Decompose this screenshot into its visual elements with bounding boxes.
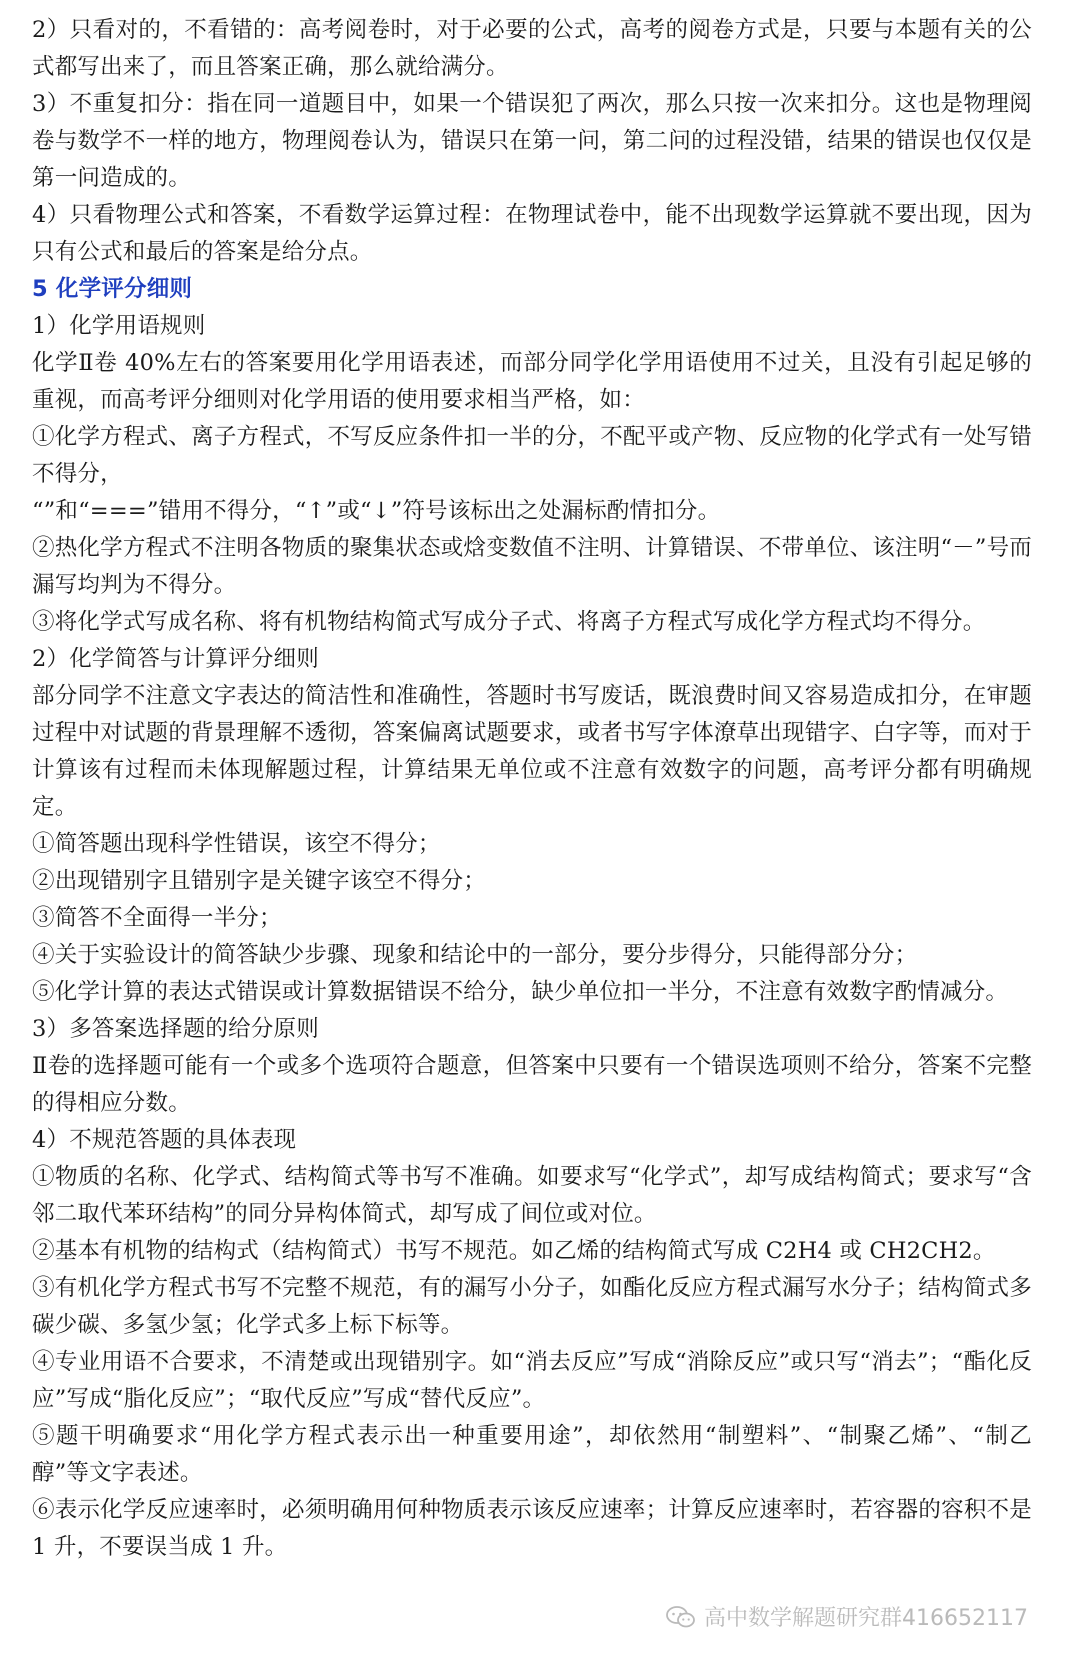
subheading-multi-answer: 3）多答案选择题的给分原则 bbox=[32, 1016, 319, 1042]
list-item: ④关于实验设计的简答缺少步骤、现象和结论中的一部分，要分步得分，只能得部分分； bbox=[32, 942, 918, 968]
wechat-icon bbox=[666, 1605, 696, 1629]
list-item: ①物质的名称、化学式、结构简式等书写不准确。如要求写“化学式”，却写成结构简式；要求写“含邻二取代苯环结构”的同分异构体简式，却写成了间位或对位。 bbox=[32, 1164, 1032, 1227]
list-item: ③简答不全面得一半分； bbox=[32, 905, 282, 931]
paragraph-chemistry-terms-intro: 化学Ⅱ卷 40%左右的答案要用化学用语表述，而部分同学化学用语使用不过关，且没有引起足够的重视，而高考评分细则对化学用语的使用要求相当严格，如： bbox=[32, 350, 1032, 413]
watermark-text: 高中数学解题研究群416652117 bbox=[704, 1606, 1028, 1631]
list-item: “”和“===”错用不得分，“↑”或“↓”符号该标出之处漏标酌情扣分。 bbox=[32, 498, 721, 524]
list-item: ②热化学方程式不注明各物质的聚集状态或焓变数值不注明、计算错误、不带单位、该注明“－”号而漏写均判为不得分。 bbox=[32, 535, 1032, 598]
list-item: ⑤题干明确要求“用化学方程式表示出一种重要用途”，却依然用“制塑料”、“制聚乙烯”、“制乙醇”等文字表述。 bbox=[32, 1423, 1032, 1486]
subheading-nonstandard: 4）不规范答题的具体表现 bbox=[32, 1127, 297, 1153]
paragraph-physics-rule-3: 3）不重复扣分：指在同一道题目中，如果一个错误犯了两次，那么只按一次来扣分。这也是物理阅卷与数学不一样的地方，物理阅卷认为，错误只在第一问，第二问的过程没错，结果的错误也仅仅是第一问造成的。 bbox=[32, 91, 1032, 191]
list-item: ②基本有机物的结构式（结构简式）书写不规范。如乙烯的结构简式写成 C2H4 或 CH2CH2。 bbox=[32, 1238, 996, 1264]
paragraph-multi-answer: Ⅱ卷的选择题可能有一个或多个选项符合题意，但答案中只要有一个错误选项则不给分，答案不完整的得相应分数。 bbox=[32, 1053, 1032, 1116]
list-item: ③有机化学方程式书写不完整不规范，有的漏写小分子，如酯化反应方程式漏写水分子；结构简式多碳少碳、多氢少氢；化学式多上标下标等。 bbox=[32, 1275, 1032, 1338]
list-item: ④专业用语不合要求，不清楚或出现错别字。如“消去反应”写成“消除反应”或只写“消去”；“酯化反应”写成“脂化反应”；“取代反应”写成“替代反应”。 bbox=[32, 1349, 1032, 1412]
section-heading-chemistry: 5 化学评分细则 bbox=[32, 276, 193, 302]
paragraph-physics-rule-4: 4）只看物理公式和答案，不看数学运算过程：在物理试卷中，能不出现数学运算就不要出现，因为只有公式和最后的答案是给分点。 bbox=[32, 202, 1032, 265]
watermark bbox=[666, 1601, 1028, 1632]
list-item: ①化学方程式、离子方程式，不写反应条件扣一半的分，不配平或产物、反应物的化学式有一处写错不得分， bbox=[32, 424, 1032, 487]
list-item: ⑥表示化学反应速率时，必须明确用何种物质表示该反应速率；计算反应速率时，若容器的容积不是 1 升，不要误当成 1 升。 bbox=[32, 1497, 1032, 1560]
list-item: ①简答题出现科学性错误，该空不得分； bbox=[32, 831, 441, 857]
paragraph-short-answer-intro: 部分同学不注意文字表达的简洁性和准确性，答题时书写废话，既浪费时间又容易造成扣分，在审题过程中对试题的背景理解不透彻，答案偏离试题要求，或者书写字体潦草出现错字、白字等，而对于计算该有过程而未体现解题过程，计算结果无单位或不注意有效数字的问题，高考评分都有明确规定。 bbox=[32, 683, 1032, 820]
list-item: ③将化学式写成名称、将有机物结构简式写成分子式、将离子方程式写成化学方程式均不得分。 bbox=[32, 609, 986, 635]
list-item: ⑤化学计算的表达式错误或计算数据错误不给分，缺少单位扣一半分，不注意有效数字酌情减分。 bbox=[32, 979, 1009, 1005]
list-item: ②出现错别字且错别字是关键字该空不得分； bbox=[32, 868, 487, 894]
paragraph-physics-rule-2: 2）只看对的，不看错的：高考阅卷时，对于必要的公式，高考的阅卷方式是，只要与本题有关的公式都写出来了，而且答案正确，那么就给满分。 bbox=[32, 17, 1032, 80]
subheading-chemistry-terms: 1）化学用语规则 bbox=[32, 313, 206, 339]
document-body bbox=[32, 12, 1032, 1566]
subheading-short-answer: 2）化学简答与计算评分细则 bbox=[32, 646, 319, 672]
